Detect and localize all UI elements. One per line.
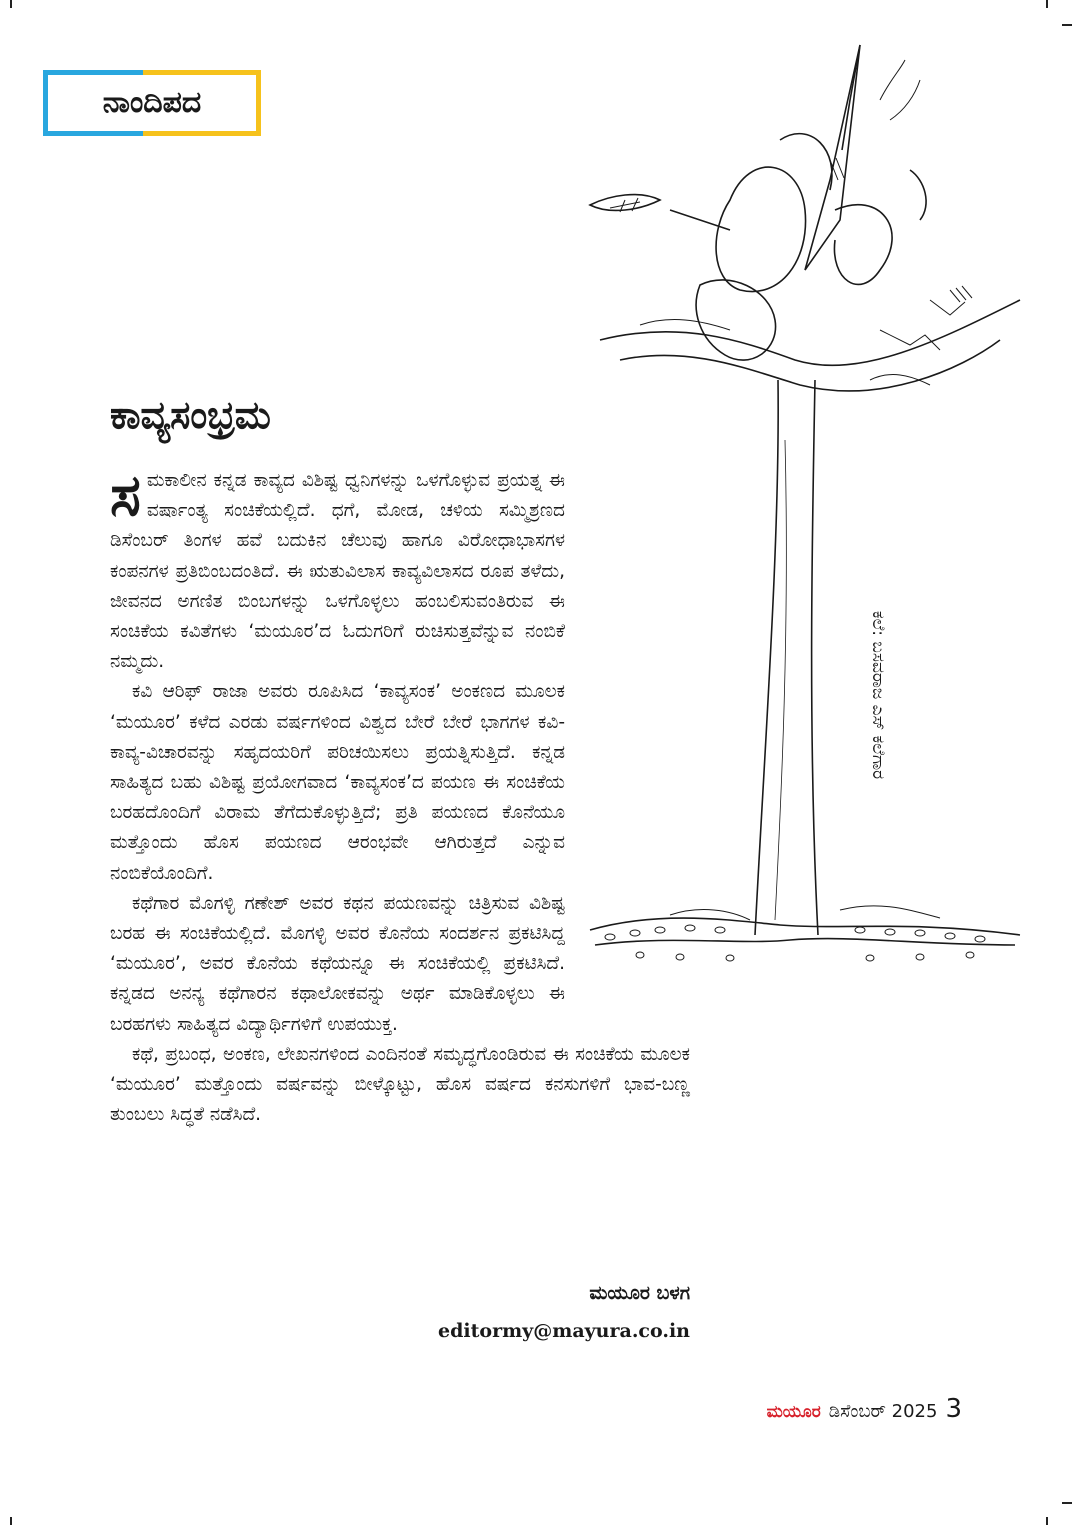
art-credit-text: ಕಲೆ: ಬಸವರಾಜ ಎಸ್ ಕಲೆಗಾರ — [868, 610, 888, 780]
paragraph-1-text: ಮಕಾಲೀನ ಕನ್ನಡ ಕಾವ್ಯದ ವಿಶಿಷ್ಟ ಧ್ವನಿಗಳನ್ನು ಒಳಗೊಳ್ಳುವ ಪ್ರಯತ್ನ ಈ ವರ್ಷಾಂತ್ಯ ಸಂಚಿಕೆಯಲ್ಲಿದೆ. ಧಗೆ, ಮೋಡ, ಚಳಿಯ ಸಮ್ಮಿಶ್ರಣದ ಡಿಸೆಂಬರ್ ತಿಂಗಳ ಹವೆ ಬದುಕಿನ ಚೆಲುವು ಹಾಗೂ ವಿರೋಧಾಭಾಸಗಳ ಕಂಪನಗಳ ಪ್ರತಿಬಿಂಬದಂತಿದೆ. ಈ ಋತುವಿಲಾಸ ಕಾವ್ಯವಿಲಾಸದ ರೂಪ ತಳೆದು, ಜೀವನದ ಅಗಣಿತ ಬಿಂಬಗಳನ್ನು ಒಳಗೊಳ್ಳಲು ಹಂಬಲಿಸುವಂತಿರುವ ಈ ಸಂಚಿಕೆಯ ಕವಿತೆಗಳು ‘ಮಯೂರ’ದ ಓದುಗರಿಗೆ ರುಚಿಸುತ್ತವೆನ್ನುವ ನಂಬಿಕೆ ನಮ್ಮದು. — [110, 470, 565, 673]
crop-mark — [10, 1517, 12, 1525]
editor-email: editormy@mayura.co.in — [438, 1320, 690, 1342]
article-body — [110, 461, 690, 1130]
signature: ಮಯೂರ ಬಳಗ — [589, 1282, 690, 1304]
crop-mark — [1062, 24, 1072, 26]
issue-month: ಡಿಸೆಂಬರ್ 2025 — [828, 1401, 938, 1422]
art-credit — [858, 560, 898, 830]
illustration-wrap-space — [565, 871, 690, 996]
drop-cap: ಸ — [110, 461, 141, 529]
article-title: ಕಾವ್ಯಸಂಭ್ರಮ — [110, 393, 271, 437]
paragraph-2: ಕವಿ ಆರಿಫ್ ರಾಜಾ ಅವರು ರೂಪಿಸಿದ ‘ಕಾವ್ಯಸಂಕ’ ಅಂಕಣದ ಮೂಲಕ ‘ಮಯೂರ’ ಕಳೆದ ಎರಡು ವರ್ಷಗಳಿಂದ ವಿಶ್ವದ ಬೇರೆ ಬೇರೆ ಭಾಗಗಳ ಕವಿ-ಕಾವ್ಯ-ವಿಚಾರವನ್ನು ಸಹೃದಯರಿಗೆ ಪರಿಚಯಿಸಲು ಪ್ರಯತ್ನಿಸುತ್ತಿದೆ. ಕನ್ನಡ ಸಾಹಿತ್ಯದ ಬಹು ವಿಶಿಷ್ಟ ಪ್ರಯೋಗವಾದ ‘ಕಾವ್ಯಸಂಕ’ದ ಪಯಣ ಈ ಸಂಚಿಕೆಯ ಬರಹದೊಂದಿಗೆ ವಿರಾಮ ತೆಗೆದುಕೊಳ್ಳುತ್ತಿದೆ; ಪ್ರತಿ ಪಯಣದ ಕೊನೆಯೂ ಮತ್ತೊಂದು ಹೊಸ ಪಯಣದ ಆರಂಭವೇ ಆಗಿರುತ್ತದೆ ಎನ್ನುವ ನಂಬಿಕೆಯೊಂದಿಗೆ. — [110, 681, 565, 884]
section-tag-label: ನಾಂದಿಪದ — [102, 85, 202, 120]
crop-mark — [1046, 1517, 1048, 1525]
paragraph-1 — [110, 461, 690, 677]
page-footer — [767, 1394, 962, 1424]
magazine-brand: ಮಯೂರ — [766, 1402, 821, 1422]
crop-mark — [1046, 0, 1048, 8]
crop-mark — [1062, 1502, 1072, 1504]
paragraph-3: ಕಥೆಗಾರ ಮೊಗಳ್ಳಿ ಗಣೇಶ್ ಅವರ ಕಥನ ಪಯಣವನ್ನು ಚಿತ್ರಿಸುವ ವಿಶಿಷ್ಟ ಬರಹ ಈ ಸಂಚಿಕೆಯಲ್ಲಿದೆ. ಮೊಗಳ್ಳಿ ಅವರ ಕೊನೆಯ ಸಂದರ್ಶನ ಪ್ರಕಟಿಸಿದ್ದ ‘ಮಯೂರ’, ಅವರ ಕೊನೆಯ ಕಥೆಯನ್ನೂ ಈ ಸಂಚಿಕೆಯಲ್ಲಿ ಪ್ರಕಟಿಸಿದೆ. ಕನ್ನಡದ ಅನನ್ಯ ಕಥೆಗಾರನ ಕಥಾಲೋಕವನ್ನು ಅರ್ಥ ಮಾಡಿಕೊಳ್ಳಲು ಈ ಬರಹಗಳು ಸಾಹಿತ್ಯದ ವಿದ್ಯಾರ್ಥಿಗಳಿಗೆ ಉಪಯುಕ್ತ. — [110, 892, 565, 1035]
paragraph-4: ಕಥೆ, ಪ್ರಬಂಧ, ಅಂಕಣ, ಲೇಖನಗಳಿಂದ ಎಂದಿನಂತೆ ಸಮೃದ್ಧಗೊಂಡಿರುವ ಈ ಸಂಚಿಕೆಯ ಮೂಲಕ ‘ಮಯೂರ’ ಮತ್ತೊಂದು ವರ್ಷವನ್ನು ಬೀಳ್ಕೊಟ್ಟು, ಹೊಸ ವರ್ಷದ ಕನಸುಗಳಿಗೆ ಭಾವ-ಬಣ್ಣ ತುಂಬಲು ಸಿದ್ಧತೆ ನಡೆಸಿದೆ. — [110, 1043, 690, 1126]
page-number: 3 — [945, 1394, 962, 1424]
section-tag — [43, 70, 261, 136]
crop-mark — [10, 0, 12, 8]
